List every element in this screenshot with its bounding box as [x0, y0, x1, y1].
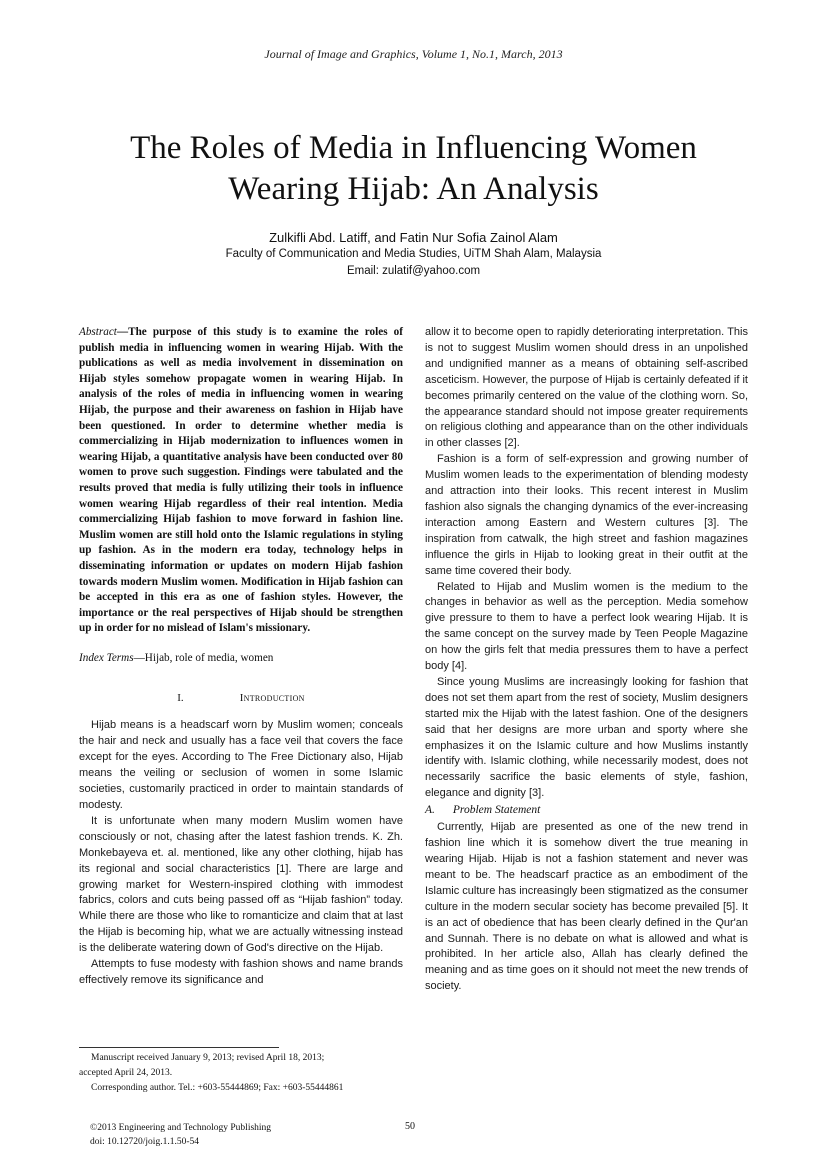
index-terms: [79, 651, 403, 667]
paragraph: Fashion is a form of self-expression and growing number of Muslim women leads to the experimentation of blending modesty and attraction into their looks. This recent interest in Muslim fashion also signals the changing dynamics of the ever-increasing interaction among Eastern and Western cultures [3]. The inspiration from catwalk, the high street and fashion magazines influence the girls in Hijab to looking great in their outfit at the same time covered their body.: [425, 453, 748, 577]
title-line-1: The Roles of Media in Influencing Women: [130, 130, 697, 166]
subsection-number: A.: [425, 804, 435, 817]
section-number: I.: [177, 692, 184, 705]
affiliation: Faculty of Communication and Media Studies, UiTM Shah Alam, Malaysia: [225, 248, 602, 260]
copyright: ©2013 Engineering and Technology Publishing: [90, 1123, 272, 1133]
index-terms-text: —Hijab, role of media, women: [133, 651, 274, 664]
left-column: [79, 325, 403, 989]
paragraph: Since young Muslims are increasingly looking for fashion that does not set them apart from the rest of society, Muslim designers started mix the Hijab with the latest fashion. One of the designers said that her designs are more urban and sporty where she emphasizes it on the Islamic culture and how Muslims instantly identify with. Islamic clothing, while necessarily modest, does not necessarily sacrifice the basic elements of style, fashion, elegance and dignity [3].: [425, 675, 748, 800]
footnote-line: accepted April 24, 2013.: [79, 1068, 173, 1078]
abstract: [79, 325, 403, 637]
paragraph: Currently, Hijab are presented as one of the new trend in fashion line which it is somehow divert the true meaning in wearing Hijab. Hijab is not a fashion statement and never was meant to be. The headscarf practice as an embodiment of the Islamic culture has increasingly been stigmatized as the consumer culture in the modern secular society has become prevailed [5]. It is an act of obedience that has been clearly defined in the Qur'an and Sunnah. There is no debate on what is allowed and what is prohibited. In her article also, Allah has clearly defined the meaning and as time goes on it should not meet the new trends of society.: [425, 821, 748, 993]
section-title: Introduction: [239, 692, 305, 705]
paragraph: allow it to become open to rapidly deteriorating interpretation. This is not to suggest Muslim women should dress in an unpolished and undignified manner as a means of obtaining self-ascribed asceticism. However, the purpose of Hijab is certainly defeated if it becomes primarily centered on the value of the clothing worn. So, the appearance standard should not impose greater requirements on religious clothing and appearance than on the other individuals in other classes [2].: [425, 326, 748, 450]
paragraph: Attempts to fuse modesty with fashion shows and name brands effectively remove its significance and: [79, 958, 403, 986]
journal-header: Journal of Image and Graphics, Volume 1, No.1, March, 2013: [264, 47, 563, 61]
paper-title: [60, 128, 767, 210]
subsection-heading: [425, 804, 748, 816]
paragraph: It is unfortunate when many modern Muslim women have consciously or not, chasing after the latest fashion trends. K. Zh. Monkebayeva et. al. mentioned, like any other clothing, hijab has its regional and social characteristics [1]. There are large and growing market for Western-inspired clothing with immodest fabrics, colors and cuts being passed off as “Hijab fashion” today. While there are those who like to romanticize and claim that at last the Hijab is becoming hip, what we are actually witnessing instead is the deliberate watering down of God's directive on the Hijab.: [79, 814, 403, 955]
abstract-text: —The purpose of this study is to examine the roles of publish media in influencing women in wearing Hijab. With the publications as well as media involvement in dissemination on Hijab styles somehow propagate women in wearing Hijab. In analysis of the roles of media in influencing women in wearing Hijab, the purpose and their awareness on fashion in Hijab have been questioned. In order to determine whether media is commercializing in Hijab modernization to influences women in wearing Hijab, a quantitative analysis have been conducted over 80 women to prove such suggestion. Findings were tabulated and the results proved that media is fully utilizing their tools in influence women wearing Hijab regardless of their real intention. Media commercializing Hijab fashion to move forward in fashion line. Muslim women are still hold onto the Islamic regulations in styling up fashion. As in the modern era today, technology helps in disseminating information or updates on modern Hijab fashion towards modern Muslim women. Modification in Hijab fashion can be accepted in this era as one of fashion styles. However, the importance or the real perspectives of Hijab should be strengthen up in order for no mislead of Islam's missionary.: [79, 326, 403, 635]
title-line-2: Wearing Hijab: An Analysis: [228, 171, 599, 207]
subsection-title: Problem Statement: [452, 804, 541, 817]
section-heading-introduction: [79, 692, 403, 704]
footnote-divider: [79, 1047, 279, 1048]
doi: doi: 10.12720/joig.1.1.50-54: [90, 1137, 199, 1147]
footnote-line: Manuscript received January 9, 2013; revised April 18, 2013;: [91, 1053, 325, 1063]
page-number: 50: [405, 1121, 415, 1132]
right-column: [425, 325, 748, 995]
paragraph: Related to Hijab and Muslim women is the medium to the changes in behavior as well as the perception. Media somehow give pressure to them to have a perfect look wearing Hijab. It is the same concept on the survey made by Teen People Magazine on how the girls felt that media pressures them to have a perfect body [4].: [425, 580, 748, 673]
abstract-label: Abstract: [79, 326, 117, 338]
email: Email: zulatif@yahoo.com: [346, 265, 481, 277]
page-footer: [90, 1121, 271, 1149]
index-terms-label: Index Terms: [79, 651, 134, 664]
authors: Zulkifli Abd. Latiff, and Fatin Nur Sofia Zainol Alam: [269, 230, 558, 245]
footnote: [79, 1051, 419, 1096]
paragraph: Hijab means is a headscarf worn by Muslim women; conceals the hair and neck and usually has a face veil that covers the face except for the eyes. According to The Free Dictionary also, Hijab means the veiling or seclusion of women in some Islamic societies, customarily practiced in order to maintain standards of modesty.: [79, 719, 403, 811]
footnote-line: Corresponding author. Tel.: +603-55444869; Fax: +603-55444861: [91, 1083, 344, 1093]
